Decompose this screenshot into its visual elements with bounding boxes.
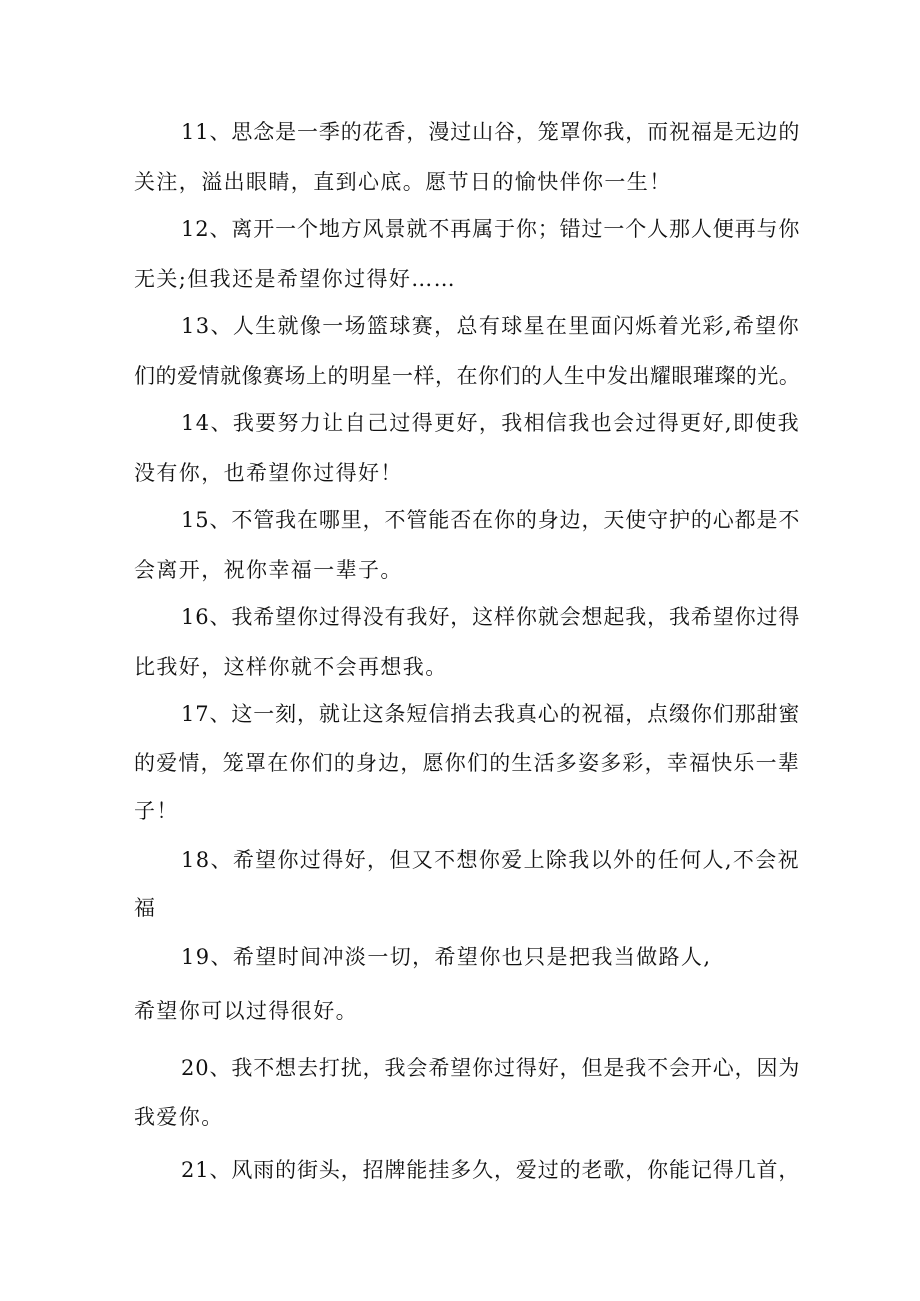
paragraph-15-line-2: 会离开，祝你幸福一辈子。 bbox=[134, 558, 403, 582]
paragraph-20-line-2: 我爱你。 bbox=[134, 1105, 224, 1129]
paragraph-17-line-1: 17、这一刻，就让这条短信捎去我真心的祝福，点缀你们那甜蜜 bbox=[181, 702, 801, 726]
paragraph-16-line-1: 16、我希望你过得没有我好，这样你就会想起我，我希望你过得 bbox=[181, 605, 801, 629]
paragraph-17-line-3: 子！ bbox=[134, 799, 179, 823]
paragraph-17-line-2: 的爱情，笼罩在你们的身边，愿你们的生活多姿多彩，幸福快乐一辈 bbox=[134, 751, 800, 775]
paragraph-19-line-2: 希望你可以过得很好。 bbox=[134, 999, 358, 1023]
paragraph-12-line-2: 无关;但我还是希望你过得好…… bbox=[134, 267, 457, 291]
paragraph-13-line-2: 们的爱情就像赛场上的明星一样，在你们的人生中发出耀眼璀璨的光。 bbox=[134, 364, 801, 388]
paragraph-21-line-1: 21、风雨的街头，招牌能挂多久，爱过的老歌，你能记得几首， bbox=[181, 1158, 801, 1182]
paragraph-12-line-1: 12、离开一个地方风景就不再属于你；错过一个人那人便再与你 bbox=[181, 217, 801, 241]
paragraph-15-line-1: 15、不管我在哪里，不管能否在你的身边，天使守护的心都是不 bbox=[181, 508, 801, 532]
paragraph-14-line-2: 没有你，也希望你过得好！ bbox=[134, 461, 403, 485]
paragraph-11-line-1: 11、思念是一季的花香，漫过山谷，笼罩你我，而祝福是无边的 bbox=[181, 120, 801, 144]
paragraph-13-line-1: 13、人生就像一场篮球赛，总有球星在里面闪烁着光彩,希望你 bbox=[181, 314, 800, 338]
paragraph-18-line-2: 福 bbox=[134, 896, 157, 920]
paragraph-11-line-2: 关注，溢出眼睛，直到心底。愿节日的愉快伴你一生！ bbox=[134, 170, 672, 194]
paragraph-19-line-1: 19、希望时间冲淡一切，希望你也只是把我当做路人, bbox=[181, 945, 712, 969]
paragraph-20-line-1: 20、我不想去打扰，我会希望你过得好，但是我不会开心，因为 bbox=[181, 1056, 801, 1080]
paragraph-16-line-2: 比我好，这样你就不会再想我。 bbox=[134, 655, 448, 679]
paragraph-14-line-1: 14、我要努力让自己过得更好，我相信我也会过得更好,即使我 bbox=[181, 411, 800, 435]
paragraph-18-line-1: 18、希望你过得好，但又不想你爱上除我以外的任何人,不会祝 bbox=[181, 848, 800, 872]
